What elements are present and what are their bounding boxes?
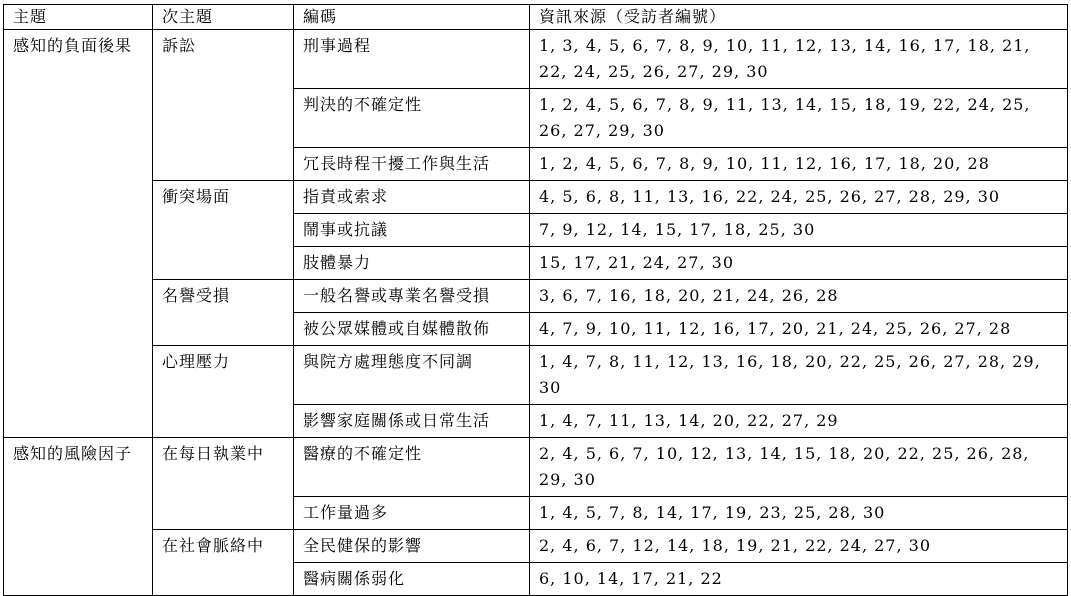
- table-row: [4, 530, 1068, 563]
- source-cell: 3, 6, 7, 16, 18, 20, 21, 24, 26, 28: [530, 280, 1068, 313]
- code-cell: 冗長時程干擾工作與生活: [294, 148, 530, 181]
- code-cell: 一般名譽或專業名譽受損: [294, 280, 530, 313]
- code-cell: 指責或索求: [294, 181, 530, 214]
- source-cell: 4, 5, 6, 8, 11, 13, 16, 22, 24, 25, 26, 27, 28, 29, 30: [530, 181, 1068, 214]
- header-row: [4, 5, 1068, 30]
- code-cell: 被公眾媒體或自媒體散佈: [294, 313, 530, 346]
- source-cell: 1, 3, 4, 5, 6, 7, 8, 9, 10, 11, 12, 13, 14, 16, 17, 18, 21, 22, 24, 25, 26, 27, 29, 30: [530, 30, 1068, 89]
- code-cell: 影響家庭關係或日常生活: [294, 405, 530, 438]
- code-cell: 肢體暴力: [294, 247, 530, 280]
- code-cell: 刑事過程: [294, 30, 530, 89]
- code-cell: 全民健保的影響: [294, 530, 530, 563]
- header-theme: 主題: [4, 5, 153, 30]
- source-cell: 2, 4, 5, 6, 7, 10, 12, 13, 14, 15, 18, 20, 22, 25, 26, 28, 29, 30: [530, 438, 1068, 497]
- table-row: [4, 280, 1068, 313]
- source-cell: 1, 2, 4, 5, 6, 7, 8, 9, 10, 11, 12, 16, 17, 18, 20, 28: [530, 148, 1068, 181]
- header-source: 資訊來源（受訪者編號）: [530, 5, 1068, 30]
- header-code: 編碼: [294, 5, 530, 30]
- theme-cell: 感知的負面後果: [4, 30, 153, 438]
- source-cell: 1, 2, 4, 5, 6, 7, 8, 9, 11, 13, 14, 15, 18, 19, 22, 24, 25, 26, 27, 29, 30: [530, 89, 1068, 148]
- subtheme-cell: 訴訟: [153, 30, 294, 181]
- subtheme-cell: 在社會脈絡中: [153, 530, 294, 596]
- code-cell: 醫病關係弱化: [294, 563, 530, 596]
- source-cell: 4, 7, 9, 10, 11, 12, 16, 17, 20, 21, 24, 25, 26, 27, 28: [530, 313, 1068, 346]
- table-row: [4, 346, 1068, 405]
- themes-table: [3, 4, 1068, 596]
- code-cell: 與院方處理態度不同調: [294, 346, 530, 405]
- subtheme-cell: 心理壓力: [153, 346, 294, 438]
- subtheme-cell: 在每日執業中: [153, 438, 294, 530]
- source-cell: 6, 10, 14, 17, 21, 22: [530, 563, 1068, 596]
- subtheme-cell: 名譽受損: [153, 280, 294, 346]
- header-subtheme: 次主題: [153, 5, 294, 30]
- code-cell: 工作量過多: [294, 497, 530, 530]
- source-cell: 1, 4, 5, 7, 8, 14, 17, 19, 23, 25, 28, 30: [530, 497, 1068, 530]
- table-row: [4, 181, 1068, 214]
- source-cell: 1, 4, 7, 8, 11, 12, 13, 16, 18, 20, 22, 25, 26, 27, 28, 29, 30: [530, 346, 1068, 405]
- table-row: [4, 438, 1068, 497]
- code-cell: 醫療的不確定性: [294, 438, 530, 497]
- source-cell: 2, 4, 6, 7, 12, 14, 18, 19, 21, 22, 24, 27, 30: [530, 530, 1068, 563]
- table-row: [4, 30, 1068, 89]
- source-cell: 15, 17, 21, 24, 27, 30: [530, 247, 1068, 280]
- code-cell: 判決的不確定性: [294, 89, 530, 148]
- source-cell: 1, 4, 7, 11, 13, 14, 20, 22, 27, 29: [530, 405, 1068, 438]
- theme-cell: 感知的風險因子: [4, 438, 153, 596]
- subtheme-cell: 衝突場面: [153, 181, 294, 280]
- source-cell: 7, 9, 12, 14, 15, 17, 18, 25, 30: [530, 214, 1068, 247]
- code-cell: 鬧事或抗議: [294, 214, 530, 247]
